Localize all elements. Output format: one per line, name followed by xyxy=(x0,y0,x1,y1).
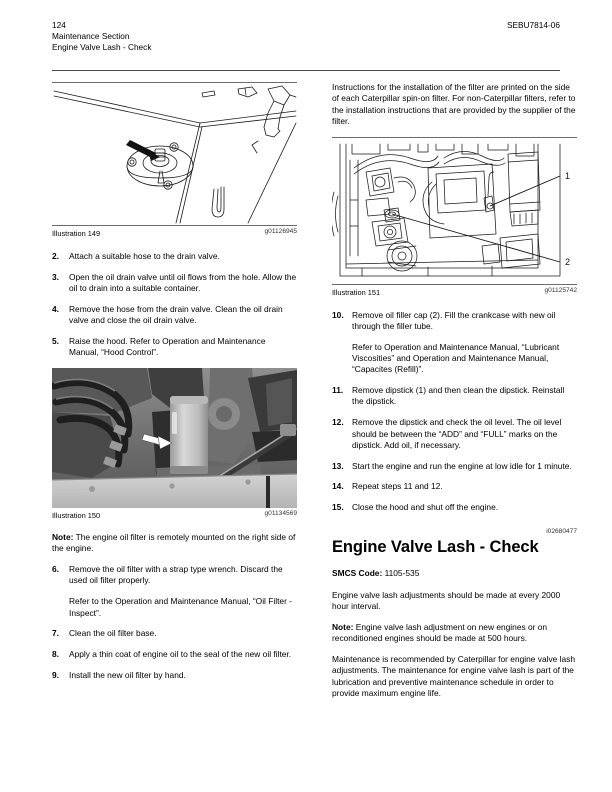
step-4 xyxy=(52,304,297,327)
section-id: i02680477 xyxy=(546,527,577,535)
smcs-value: 1105-535 xyxy=(382,567,420,578)
step-12 xyxy=(332,417,577,451)
step-8 xyxy=(52,649,297,660)
step-9 xyxy=(52,670,297,681)
step-13-text: Start the engine and run the engine at low idle for 1 minute. xyxy=(352,460,572,471)
figure-151-rule-bottom xyxy=(332,284,577,285)
filter-install-intro: Instructions for the installation of the filter are printed on the side of each Caterpillar spin-on filter. For non-Caterpillar filters, refer to the installation instructions that are provided by the supplier of the filter. xyxy=(332,82,576,126)
left-note-text: The engine oil filter is remotely mounted on the right side of the engine. xyxy=(52,532,296,554)
figure-149-label: Illustration 149 xyxy=(52,229,101,238)
left-note-label: Note: xyxy=(52,532,74,543)
step-5 xyxy=(52,336,297,359)
section-note-label: Note: xyxy=(332,621,354,632)
figure-149-rule-bottom xyxy=(52,225,297,226)
step-14-number: 14. xyxy=(332,481,344,492)
figure-151-callout-1: 1 xyxy=(565,170,571,181)
section-paragraph-2: Maintenance is recommended by Caterpillar for engine valve lash adjustments. The maintenance for engine valve lash is part of the lubrication and preventive maintenance schedule in order to provide maximum engine life. xyxy=(332,654,576,698)
figure-149-graphic-id: g01126945 xyxy=(264,228,297,235)
step-7 xyxy=(52,628,297,639)
section-title: Engine Valve Lash - Check xyxy=(332,537,539,556)
section-paragraph-1: Engine valve lash adjustments should be made at every 2000 hour interval. xyxy=(332,589,561,612)
figure-150-graphic-id: g01134569 xyxy=(264,510,297,518)
step-15-text: Close the hood and shut off the engine. xyxy=(352,502,499,513)
step-2-text: Attach a suitable hose to the drain valve. xyxy=(69,251,220,261)
step-9-number: 9. xyxy=(52,669,59,680)
step-11-number: 11. xyxy=(332,385,344,396)
topic-name: Engine Valve Lash - Check xyxy=(52,42,152,53)
step-11-text: Remove dipstick (1) and then clean the dipstick. Reinstall the dipstick. xyxy=(352,385,565,407)
figure-151-leaders xyxy=(392,176,560,262)
step-8-number: 8. xyxy=(52,649,59,660)
step-3 xyxy=(52,272,297,295)
section-name: Maintenance Section xyxy=(52,31,130,42)
figure-150-photo xyxy=(52,368,297,508)
step-5-number: 5. xyxy=(52,335,59,346)
right-steps-group xyxy=(332,310,577,514)
step-7-number: 7. xyxy=(52,628,59,639)
step-12-number: 12. xyxy=(332,417,344,428)
step-3-text: Open the oil drain valve until oil flows from the hole. Allow the oil to drain into a suitable container. xyxy=(69,271,297,294)
step-5-text: Raise the hood. Refer to Operation and Maintenance Manual, “Hood Control”. xyxy=(69,335,266,358)
left-note xyxy=(52,532,297,555)
figure-151-graphic-id: g01125742 xyxy=(544,286,577,294)
step-15-number: 15. xyxy=(332,502,344,513)
section-block xyxy=(332,528,577,700)
step-6-subtext: Refer to the Operation and Maintenance Manual, “Oil Filter - Inspect”. xyxy=(69,596,292,618)
step-6-number: 6. xyxy=(52,564,59,575)
step-10-text: Remove oil filler cap (2). Fill the crankcase with new oil through the filler tube. xyxy=(352,309,556,331)
figure-151 xyxy=(332,137,577,301)
smcs-label: SMCS Code: xyxy=(332,567,383,578)
step-10 xyxy=(332,310,577,333)
section-note xyxy=(332,622,577,645)
step-6-text: Remove the oil filter with a strap type wrench. Discard the used oil filter properly. xyxy=(69,564,283,586)
step-14-text: Repeat steps 11 and 12. xyxy=(352,481,443,492)
step-10-subtext: Refer to Operation and Maintenance Manual, “Lubricant Viscosities” and Operation and Maintenance Manual, “Capacites (Refill)”. xyxy=(352,341,560,375)
step-4-text: Remove the hose from the drain valve. Clean the oil drain valve and close the oil drain valve. xyxy=(69,303,283,326)
page-number: 124 xyxy=(52,20,66,30)
step-2-number: 2. xyxy=(52,251,59,261)
figure-149-lineart xyxy=(52,83,297,225)
left-steps-group-1 xyxy=(52,251,297,359)
section-note-text: Engine valve lash adjustment on new engines or on reconditioned engines should be made at 500 hours. xyxy=(332,621,548,644)
step-10-number: 10. xyxy=(332,309,344,320)
step-6 xyxy=(52,564,297,587)
figure-149-caption xyxy=(52,228,297,242)
step-12-text: Remove the dipstick and check the oil level. The oil level should be between the “ADD” and “FULL” marks on the dipstick. Add oil, if necessary. xyxy=(352,417,562,450)
figure-151-callout-2: 2 xyxy=(565,256,571,267)
step-2 xyxy=(52,251,297,262)
smcs-code xyxy=(332,568,577,579)
figure-151-lineart xyxy=(332,138,577,284)
step-14 xyxy=(332,481,577,492)
figure-150 xyxy=(52,368,297,524)
figure-151-label: Illustration 151 xyxy=(332,287,381,297)
step-9-text: Install the new oil filter by hand. xyxy=(69,669,186,680)
step-8-text: Apply a thin coat of engine oil to the seal of the new oil filter. xyxy=(69,649,292,660)
step-11 xyxy=(332,385,577,408)
document-id: SEBU7814-06 xyxy=(506,20,560,30)
step-13 xyxy=(332,461,577,472)
step-15 xyxy=(332,502,577,513)
step-13-number: 13. xyxy=(332,460,344,471)
figure-149 xyxy=(52,82,297,242)
header-left xyxy=(52,20,151,54)
step-7-text: Clean the oil filter base. xyxy=(69,628,157,639)
figure-150-label: Illustration 150 xyxy=(52,511,101,521)
page-header xyxy=(52,20,560,62)
figure-150-caption xyxy=(52,510,297,524)
step-4-number: 4. xyxy=(52,303,59,314)
right-column xyxy=(332,82,577,709)
left-column xyxy=(52,82,297,691)
header-divider xyxy=(52,70,560,71)
step-3-number: 3. xyxy=(52,271,59,282)
figure-151-caption xyxy=(332,287,577,301)
